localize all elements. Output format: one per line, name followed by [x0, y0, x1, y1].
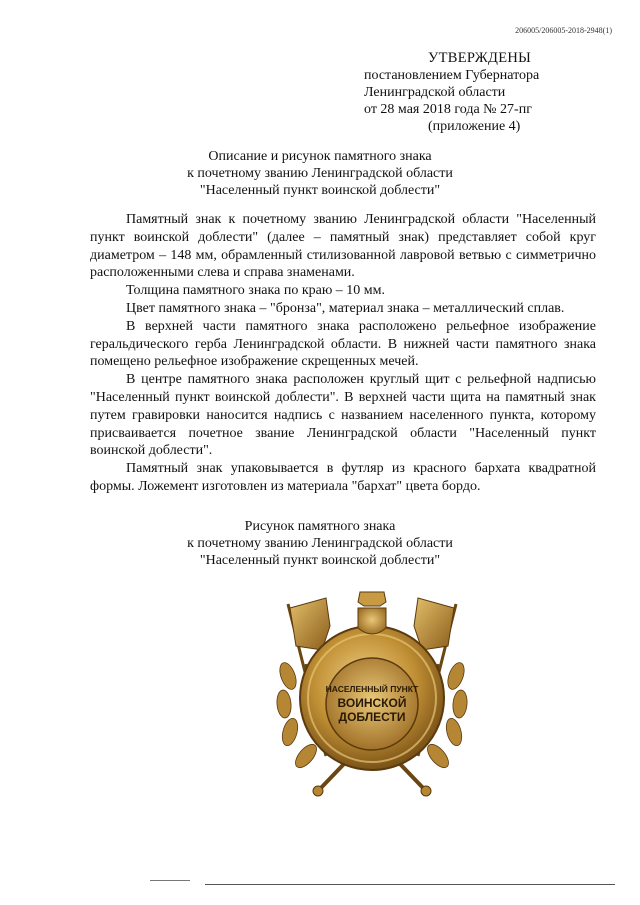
paragraph: В верхней части памятного знака расположено рельефное изображение геральдического герба Ленинградской области. В нижней части памятного знака помещено рельефное изображение скрещенных мечей. — [90, 318, 596, 370]
page-footer-mark — [150, 880, 190, 884]
badge-text-line3: ДОБЛЕСТИ — [338, 710, 406, 724]
figure-caption — [0, 518, 640, 569]
caption-line: Рисунок памятного знака — [244, 519, 396, 534]
approval-line: от 28 мая 2018 года № 27-пг — [364, 102, 532, 117]
approval-heading: УТВЕРЖДЕНЫ — [428, 50, 532, 66]
title-line: Описание и рисунок памятного знака — [208, 149, 432, 164]
approval-line: постановлением Губернатора — [364, 68, 540, 83]
document-id: 206005/206005-2018-2948(1) — [515, 26, 612, 35]
page-footer-rule — [205, 884, 615, 885]
badge-text-line2: ВОИНСКОЙ — [337, 696, 407, 710]
caption-line: "Населенный пункт воинской доблести" — [199, 553, 441, 568]
commemorative-badge-image — [266, 586, 478, 804]
paragraph: В центре памятного знака расположен круглый щит с рельефной надписью "Населенный пункт воинской доблести". В верхней части щита на памятный знак путем гравировки наносится надпись с названием населенного пункта, которому присваивается почетное звание Ленинградской области "Населенный пункт воинской доблести". — [90, 372, 596, 459]
badge-text-line1: НАСЕЛЕННЫЙ ПУНКТ — [325, 684, 419, 694]
paragraph: Толщина памятного знака по краю – 10 мм. — [126, 283, 386, 299]
approval-line: Ленинградской области — [364, 85, 506, 100]
coat-of-arms — [358, 592, 386, 634]
document-title — [0, 148, 640, 199]
approval-appendix: (приложение 4) — [428, 119, 521, 134]
paragraph: Цвет памятного знака – "бронза", материал знака – металлический сплав. — [126, 300, 565, 316]
title-line: к почетному званию Ленинградской области — [187, 166, 453, 181]
description-body — [90, 211, 596, 496]
paragraph: Памятный знак к почетному званию Ленинградской области "Населенный пункт воинской доблести" (далее – памятный знак) представляет собой круг диаметром – 148 мм, обрамленный стилизованной лавровой ветвью с симметрично расположенными слева и справа знаменами. — [90, 212, 596, 281]
caption-line: к почетному званию Ленинградской области — [187, 536, 453, 551]
approval-block — [364, 50, 604, 135]
title-line: "Населенный пункт воинской доблести" — [199, 183, 441, 198]
paragraph: Памятный знак упаковывается в футляр из красного бархата квадратной формы. Ложемент изготовлен из материала "бархат" цвета бордо. — [90, 461, 596, 494]
